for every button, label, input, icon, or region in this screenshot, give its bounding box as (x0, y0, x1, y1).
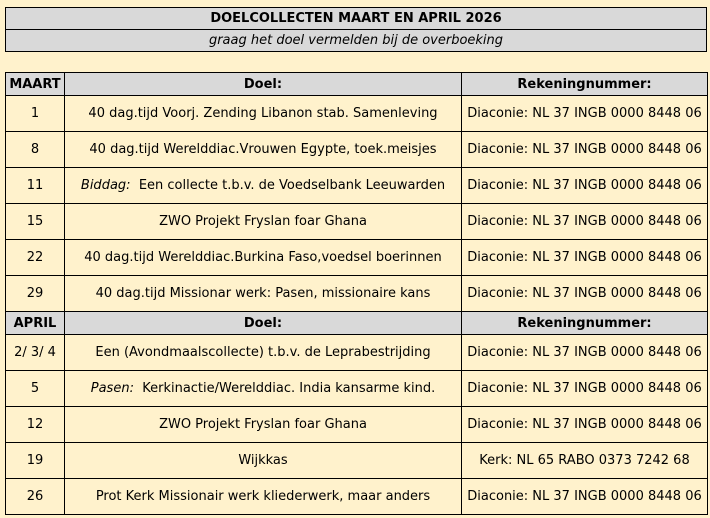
date-cell: 15 (6, 204, 65, 240)
doel-cell: ZWO Projekt Fryslan foar Ghana (65, 204, 462, 240)
doel-cell: Een (Avondmaalscollecte) t.b.v. de Leprabestrijding (65, 335, 462, 371)
table-row (6, 335, 708, 371)
page-subtitle: graag het doel vermelden bij de overboeking (6, 30, 707, 52)
rekening-cell: Diaconie: NL 37 INGB 0000 8448 06 (462, 96, 708, 132)
section-label: APRIL (6, 312, 65, 335)
rekening-cell: Diaconie: NL 37 INGB 0000 8448 06 (462, 132, 708, 168)
doel-cell (65, 371, 462, 407)
rekening-cell: Diaconie: NL 37 INGB 0000 8448 06 (462, 204, 708, 240)
date-cell: 2/ 3/ 4 (6, 335, 65, 371)
doel-cell: 40 dag.tijd Missionar werk: Pasen, missionaire kans (65, 276, 462, 312)
rekening-cell: Diaconie: NL 37 INGB 0000 8448 06 (462, 371, 708, 407)
date-cell: 19 (6, 443, 65, 479)
rekening-cell: Diaconie: NL 37 INGB 0000 8448 06 (462, 479, 708, 515)
table-row (6, 132, 708, 168)
column-header-rekening: Rekeningnummer: (462, 73, 708, 96)
table-row (6, 371, 708, 407)
table-row (6, 276, 708, 312)
date-cell: 29 (6, 276, 65, 312)
table-row (6, 204, 708, 240)
doel-cell: 40 dag.tijd Voorj. Zending Libanon stab. Samenleving (65, 96, 462, 132)
doel-cell: 40 dag.tijd Werelddiac.Vrouwen Egypte, toek.meisjes (65, 132, 462, 168)
doel-cell: Prot Kerk Missionair werk kliederwerk, maar anders (65, 479, 462, 515)
doel-cell: 40 dag.tijd Werelddiac.Burkina Faso,voedsel boerinnen (65, 240, 462, 276)
date-cell: 8 (6, 132, 65, 168)
rekening-cell: Diaconie: NL 37 INGB 0000 8448 06 (462, 240, 708, 276)
doel-cell: Wijkkas (65, 443, 462, 479)
table-row (6, 240, 708, 276)
doel-prefix: Pasen: (90, 381, 134, 396)
page-title: DOELCOLLECTEN MAART EN APRIL 2026 (6, 8, 707, 30)
table-row (6, 443, 708, 479)
table-row (6, 96, 708, 132)
doel-prefix: Biddag: (80, 178, 131, 193)
doel-cell: ZWO Projekt Fryslan foar Ghana (65, 407, 462, 443)
table-row (6, 168, 708, 204)
date-cell: 1 (6, 96, 65, 132)
column-header-doel: Doel: (65, 73, 462, 96)
doel-cell (65, 168, 462, 204)
date-cell: 22 (6, 240, 65, 276)
column-header-doel: Doel: (65, 312, 462, 335)
table-row (6, 479, 708, 515)
date-cell: 11 (6, 168, 65, 204)
section-label: MAART (6, 73, 65, 96)
table-row (6, 407, 708, 443)
date-cell: 26 (6, 479, 65, 515)
section-header-row (6, 312, 708, 335)
section-header-row (6, 73, 708, 96)
header-box (5, 7, 707, 52)
date-cell: 5 (6, 371, 65, 407)
rekening-cell: Diaconie: NL 37 INGB 0000 8448 06 (462, 335, 708, 371)
rekening-cell: Diaconie: NL 37 INGB 0000 8448 06 (462, 276, 708, 312)
doel-text: Een collecte t.b.v. de Voedselbank Leeuwarden (138, 178, 446, 193)
rekening-cell: Diaconie: NL 37 INGB 0000 8448 06 (462, 407, 708, 443)
rekening-cell: Kerk: NL 65 RABO 0373 7242 68 (462, 443, 708, 479)
doel-text: Kerkinactie/Werelddiac. India kansarme kind. (142, 381, 436, 396)
column-header-rekening: Rekeningnummer: (462, 312, 708, 335)
date-cell: 12 (6, 407, 65, 443)
rekening-cell: Diaconie: NL 37 INGB 0000 8448 06 (462, 168, 708, 204)
collections-table (5, 72, 708, 515)
